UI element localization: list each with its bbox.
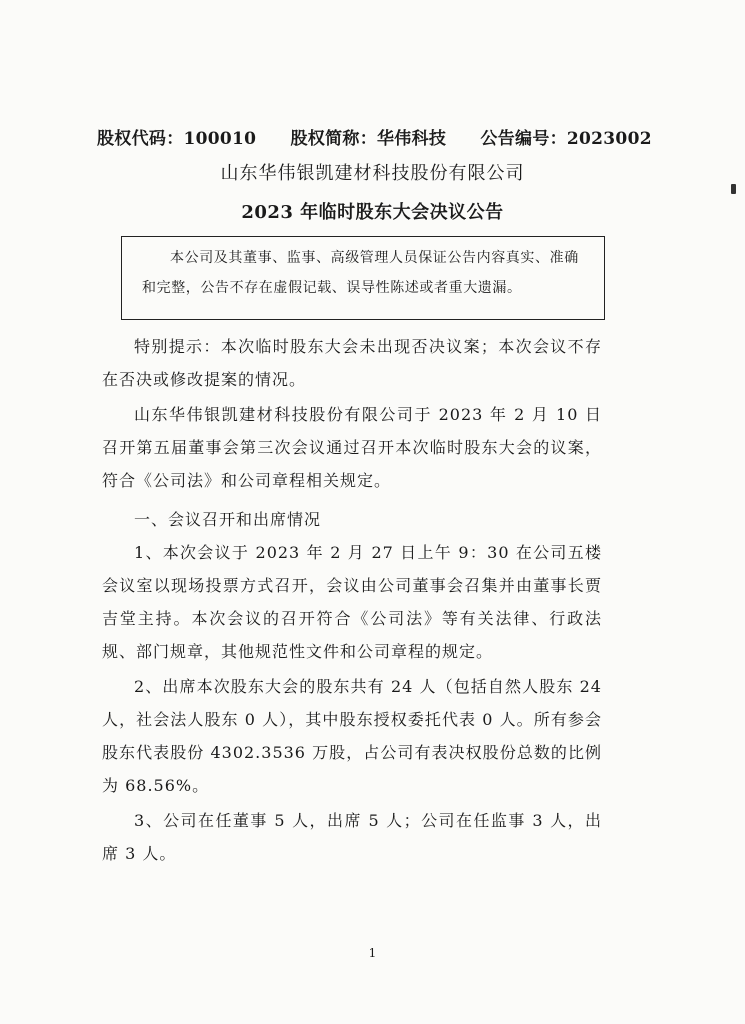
company-name: 山东华伟银凯建材科技股份有限公司: [220, 163, 525, 184]
announcement-number: 公告编号：2023002: [480, 129, 652, 149]
scan-edge-mark: [731, 184, 736, 194]
intro-paragraph: 山东华伟银凯建材科技股份有限公司于 2023 年 2 月 10 日召开第五届董事会第三次会议通过召开本次临时股东大会的议案，符合《公司法》和公司章程相关规定。: [102, 405, 602, 490]
disclaimer-box: 本公司及其董事、监事、高级管理人员保证公告内容真实、准确和完整，公告不存在虚假记载、误导性陈述或者重大遗漏。: [121, 236, 605, 320]
special-note-paragraph: 特别提示：本次临时股东大会未出现否决议案；本次会议不存在否决或修改提案的情况。: [102, 337, 602, 389]
page-number: 1: [368, 946, 377, 960]
stock-code: 股权代码：100010: [97, 129, 257, 149]
item-2-paragraph: 2、出席本次股东大会的股东共有 24 人（包括自然人股东 24 人，社会法人股东 0 人），其中股东授权委托代表 0 人。所有参会股东代表股份 4302.3536 万股，占公司有表决权股份总数的比例为 68.56%。: [102, 677, 602, 795]
announcement-header: [97, 124, 652, 149]
item-1-paragraph: 1、本次会议于 2023 年 2 月 27 日上午 9：30 在公司五楼会议室以现场投票方式召开，会议由公司董事会召集并由董事长贾吉堂主持。本次会议的召开符合《公司法》等有关法律、行政法规、部门规章，其他规范性文件和公司章程的规定。: [102, 543, 602, 661]
section-heading: 一、会议召开和出席情况: [134, 510, 322, 529]
stock-abbreviation: 股权简称：华伟科技: [290, 129, 447, 149]
document-title: 2023 年临时股东大会决议公告: [241, 202, 504, 223]
document-body: [102, 330, 602, 870]
item-3-paragraph: 3、公司在任董事 5 人，出席 5 人；公司在任监事 3 人，出席 3 人。: [102, 811, 602, 863]
